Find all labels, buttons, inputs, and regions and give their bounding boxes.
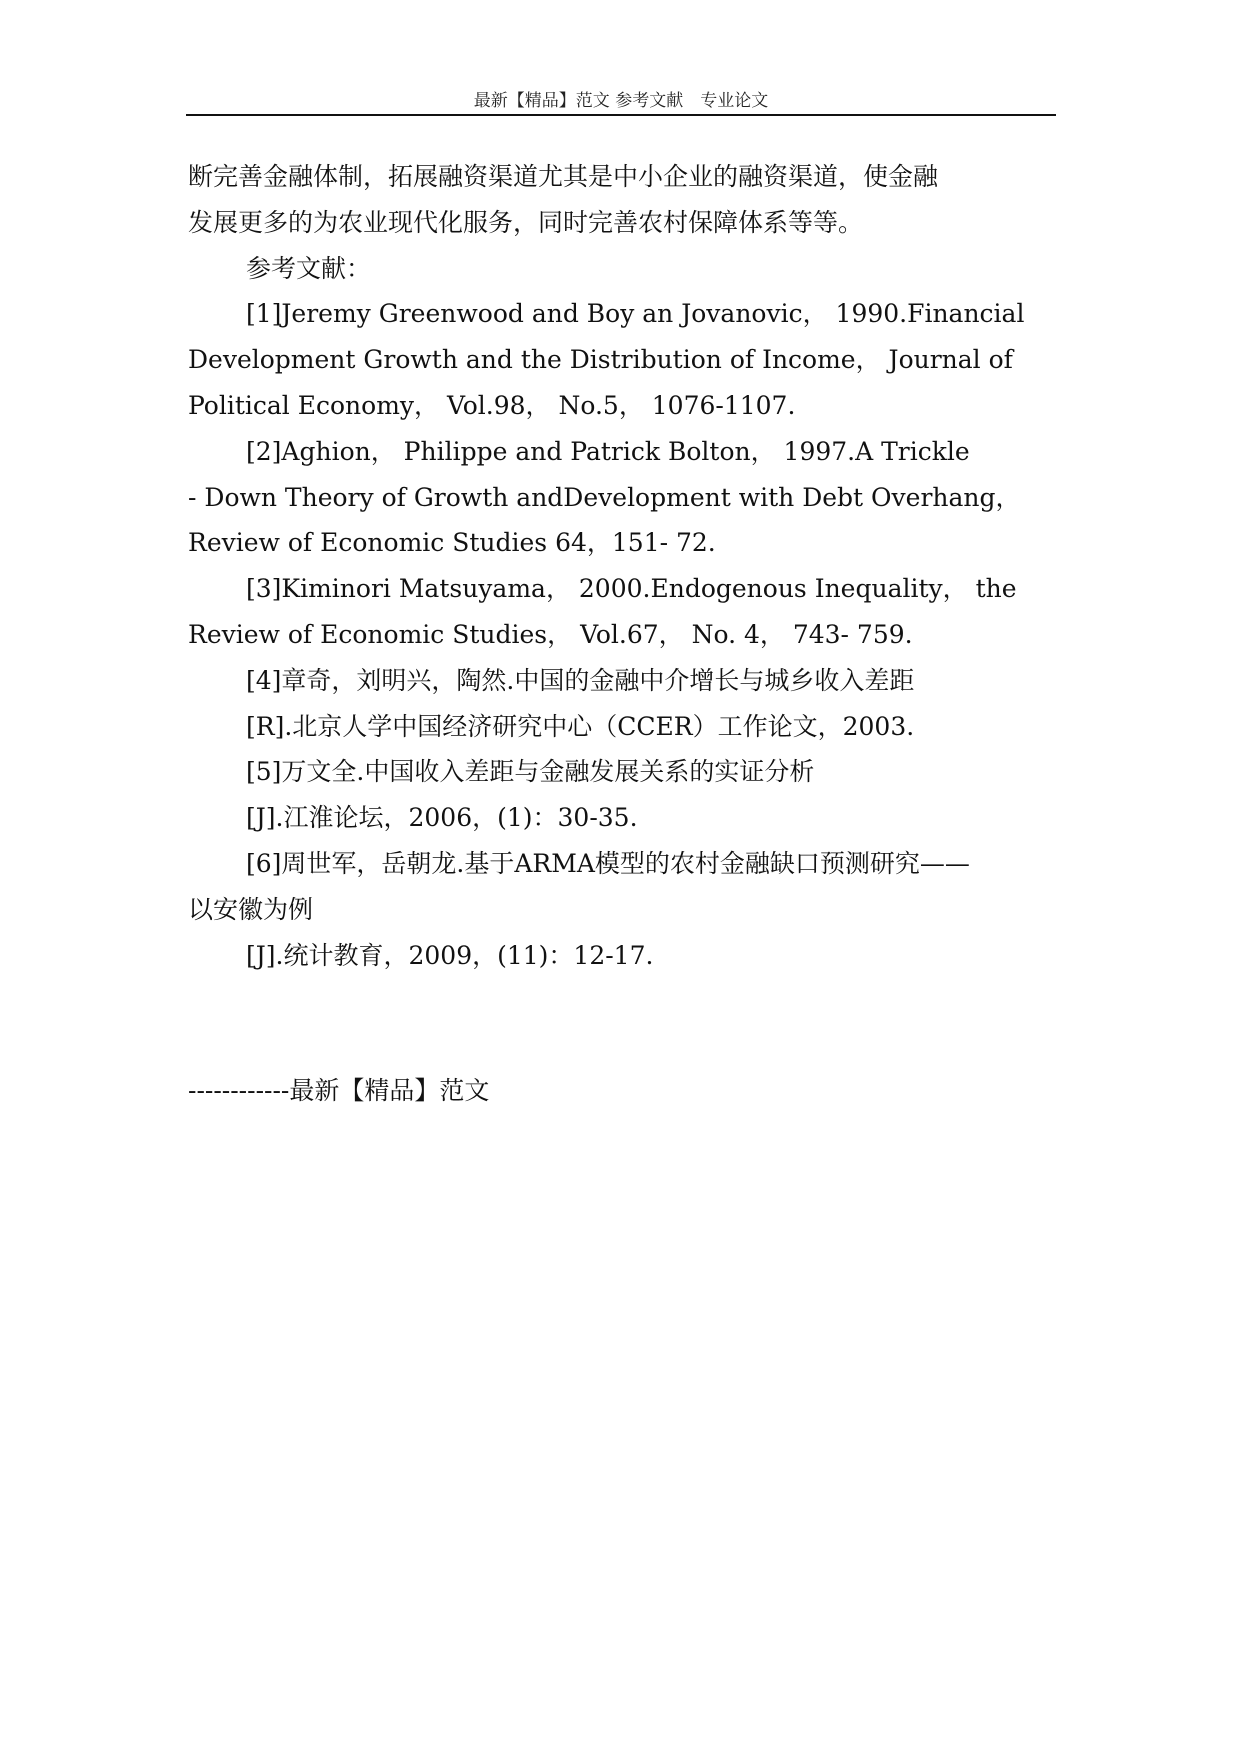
reference-3-line-1: [3]Kiminori Matsuyama， 2000.Endogenous Inequality， the [246, 574, 1017, 604]
page-header: 最新【精品】范文 参考文献 专业论文 [473, 91, 769, 111]
reference-6-line-2: 以安徽为例 [188, 894, 314, 924]
reference-5-line-1: [5]万文全.中国收入差距与金融发展关系的实证分析 [246, 757, 815, 787]
header-divider [186, 114, 1056, 116]
reference-6-line-3: [J].统计教育，2009，(11)：12-17. [246, 940, 654, 970]
body-paragraph-line-1: 断完善金融体制，拓展融资渠道尤其是中小企业的融资渠道，使金融 [188, 162, 939, 191]
page-footer: ------------最新【精品】范文 [188, 1076, 490, 1106]
reference-3-line-2: Review of Economic Studies， Vol.67， No. 4， 743- 759. [188, 619, 913, 649]
reference-2-line-2: - Down Theory of Growth andDevelopment with Debt Overhang， [188, 482, 1021, 512]
document-body [188, 154, 1098, 1114]
footer-spacer [188, 978, 1098, 1068]
reference-4-line-2: [R].北京人学中国经济研究中心（CCER）工作论文，2003. [246, 711, 915, 741]
body-paragraph-line-2: 发展更多的为农业现代化服务，同时完善农村保障体系等等。 [188, 207, 864, 237]
reference-1-line-3: Political Economy， Vol.98， No.5， 1076-1107. [188, 390, 796, 420]
reference-2-line-3: Review of Economic Studies 64，151- 72. [188, 528, 716, 558]
reference-1-line-2: Development Growth and the Distribution of Income， Journal of [188, 345, 1013, 375]
reference-5-line-2: [J].江淮论坛，2006，(1)：30-35. [246, 803, 638, 833]
reference-2-line-1: [2]Aghion， Philippe and Patrick Bolton， 1997.A Trickle [246, 436, 970, 466]
reference-4-line-1: [4]章奇，刘明兴，陶然.中国的金融中介增长与城乡收入差距 [246, 665, 915, 695]
references-heading: 参考文献： [246, 253, 372, 283]
reference-6-line-1: [6]周世军，岳朝龙.基于ARMA模型的农村金融缺口预测研究—— [246, 848, 970, 878]
reference-1-line-1: [1]Jeremy Greenwood and Boy an Jovanovic， 1990.Financial [246, 299, 1025, 329]
